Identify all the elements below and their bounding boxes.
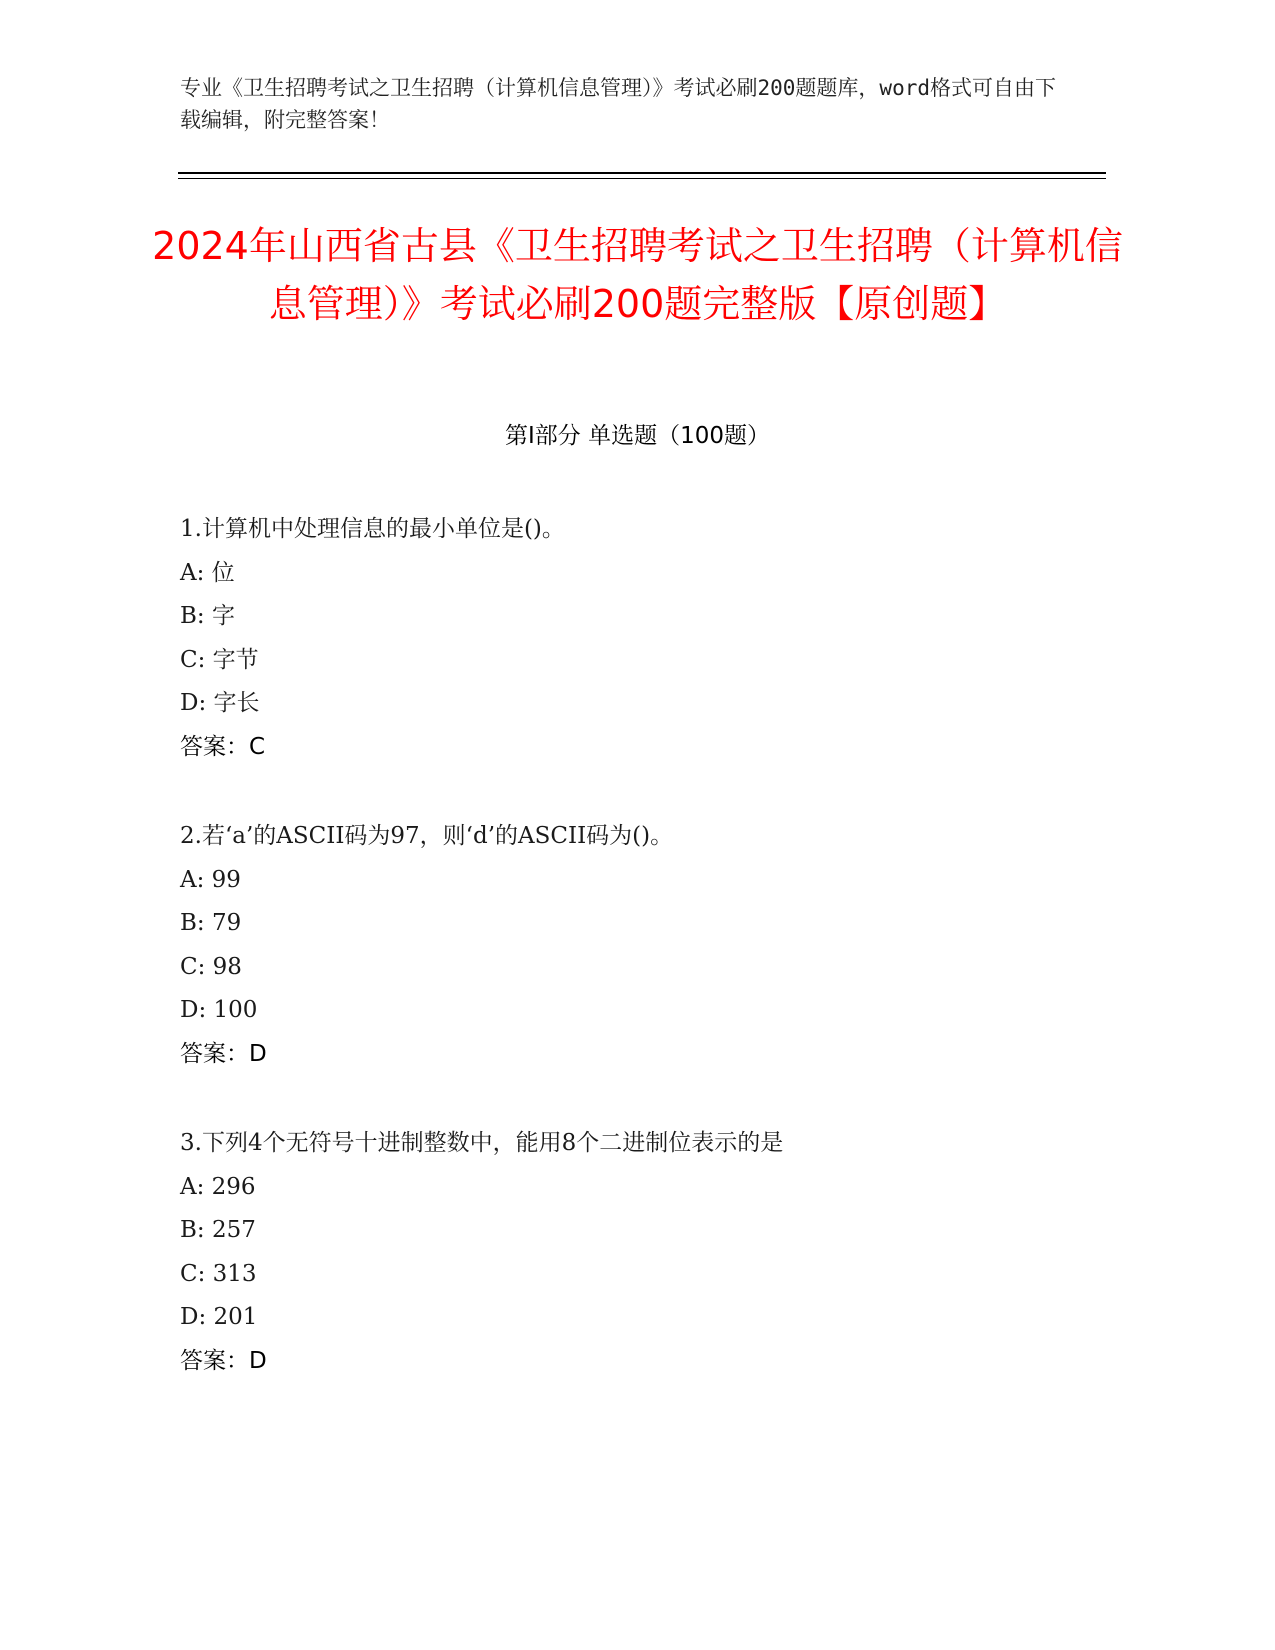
option-d: D: 201 bbox=[180, 1304, 258, 1330]
question-3 bbox=[180, 1122, 1080, 1383]
option-b: B: 字 bbox=[180, 603, 235, 629]
option-a: A: 99 bbox=[180, 866, 241, 893]
question-1 bbox=[180, 508, 1080, 769]
header-note: 专业《卫生招聘考试之卫生招聘（计算机信息管理）》考试必刷200题题库，word格式可自由下载编辑，附完整答案！ bbox=[180, 76, 1056, 132]
option-d: D: 字长 bbox=[180, 690, 260, 716]
question-stem: 3.下列4个无符号十进制整数中，能用8个二进制位表示的是 bbox=[180, 1130, 784, 1156]
option-a: A: 位 bbox=[180, 559, 235, 586]
option-a: A: 296 bbox=[180, 1173, 256, 1200]
question-list bbox=[180, 508, 1080, 1429]
option-b: B: 257 bbox=[180, 1217, 256, 1243]
option-c: C: 98 bbox=[180, 953, 242, 980]
section-heading: 第Ⅰ部分 单选题（100题） bbox=[505, 423, 770, 449]
answer: 答案：D bbox=[180, 1347, 267, 1374]
header-rule-thin bbox=[178, 178, 1106, 179]
question-stem: 2.若‘a’的ASCII码为97，则‘d’的ASCII码为()。 bbox=[180, 823, 674, 849]
question-2 bbox=[180, 815, 1080, 1076]
option-c: C: 313 bbox=[180, 1260, 257, 1287]
option-d: D: 100 bbox=[180, 997, 258, 1023]
header-rule-thick bbox=[178, 172, 1106, 174]
option-c: C: 字节 bbox=[180, 646, 259, 673]
question-stem: 1.计算机中处理信息的最小单位是()。 bbox=[180, 516, 565, 542]
answer: 答案：D bbox=[180, 1040, 267, 1067]
document-title: 2024年山西省古县《卫生招聘考试之卫生招聘（计算机信息管理）》考试必刷200题完整版【原创题】 bbox=[152, 224, 1123, 326]
option-b: B: 79 bbox=[180, 910, 242, 936]
answer: 答案：C bbox=[180, 733, 266, 760]
